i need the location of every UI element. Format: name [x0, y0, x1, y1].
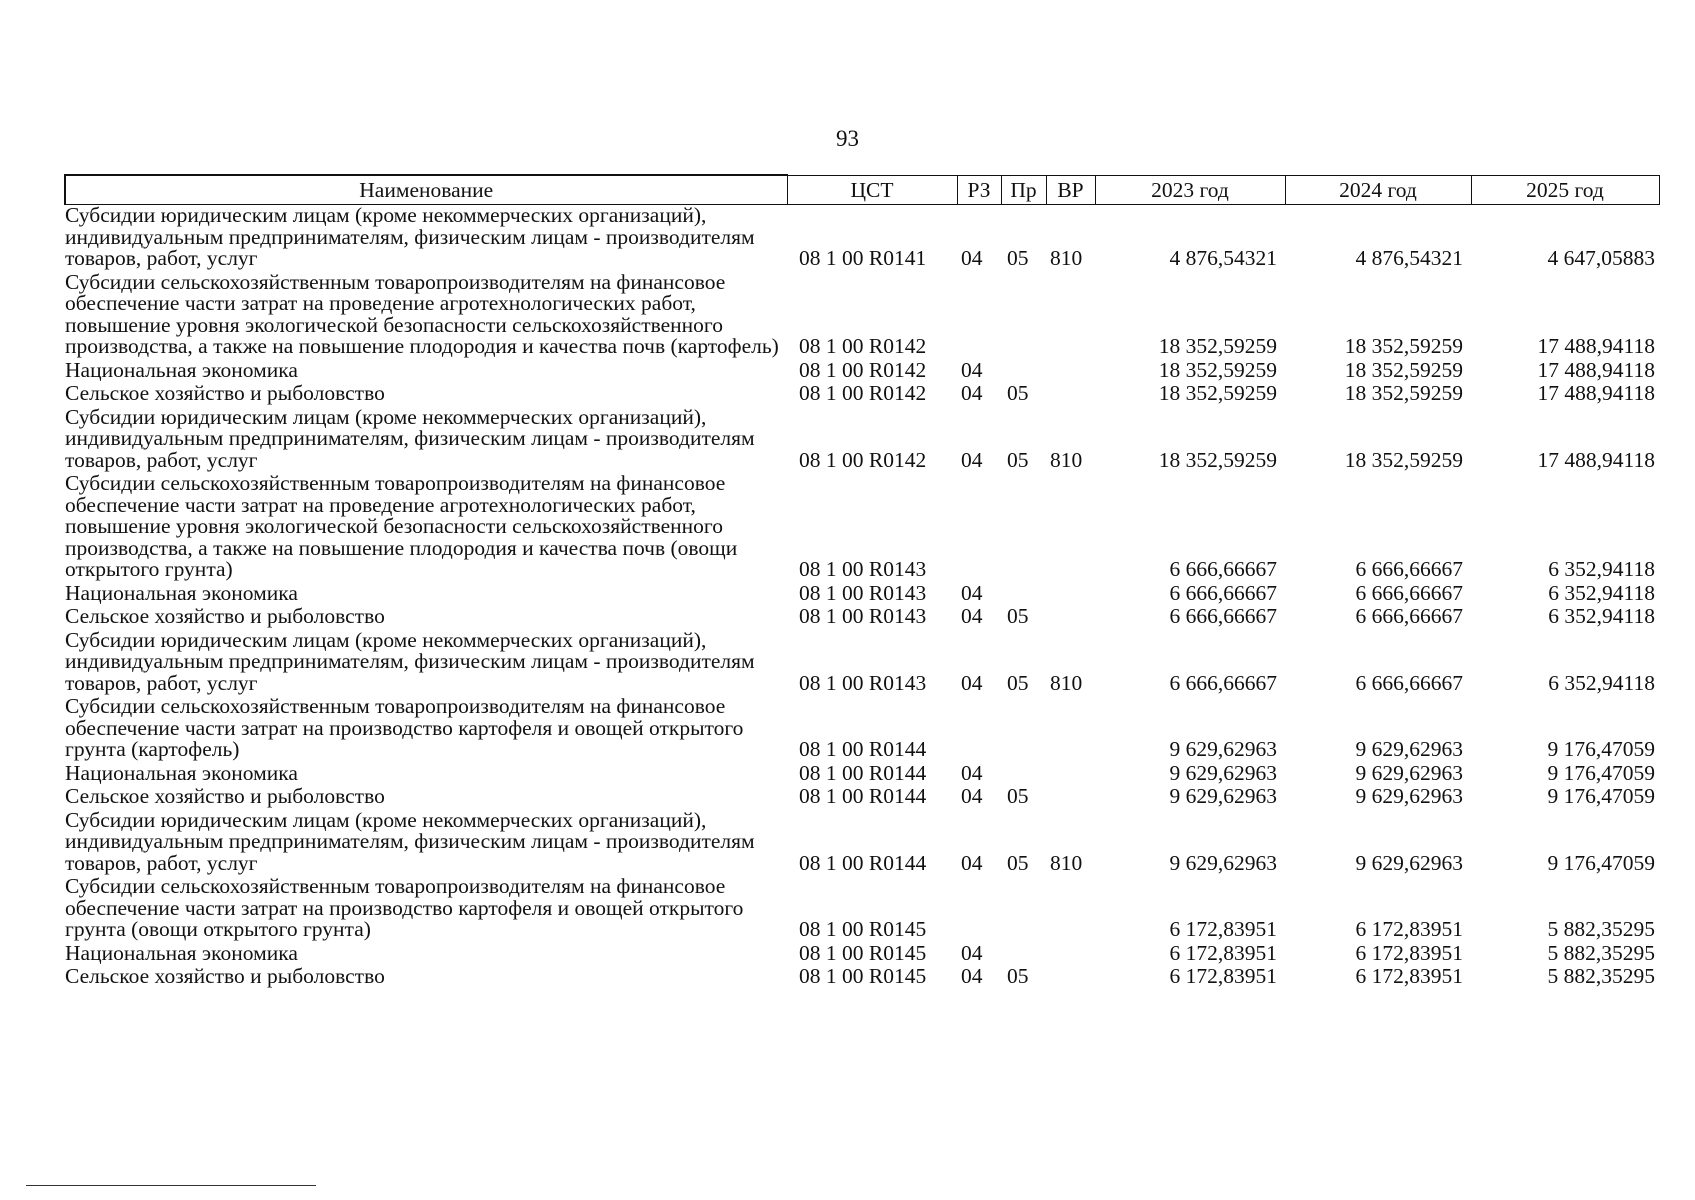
table-body [65, 205, 1659, 990]
row-vr [1046, 876, 1095, 943]
row-name: Национальная экономика [65, 357, 298, 382]
row-name: Субсидии юридическим лицам (кроме некоммерческих организаций), индивидуальным предпринимателям, физическим лицам - производителям товаров, работ, услуг [65, 404, 755, 472]
row-rz: 04 [961, 357, 983, 382]
row-pr: 05 [1007, 850, 1029, 875]
row-amount-2023: 9 629,62963 [1169, 760, 1277, 785]
row-amount-2025: 17 488,94118 [1537, 381, 1655, 405]
row-amount-2023: 9 629,62963 [1169, 737, 1277, 761]
table-row [65, 943, 1659, 967]
row-amount-2025: 9 176,47059 [1547, 850, 1655, 875]
row-amount-2025: 5 882,35295 [1547, 917, 1655, 941]
row-name: Национальная экономика [65, 940, 298, 965]
row-pr: 05 [1007, 604, 1029, 628]
row-vr [1046, 966, 1095, 990]
row-cst: 08 1 00 R0141 [799, 246, 927, 270]
header-rz: РЗ [957, 175, 1001, 205]
row-pr [1001, 763, 1046, 787]
header-cst: ЦСТ [787, 175, 957, 205]
row-pr: 05 [1007, 381, 1029, 405]
row-amount-2024: 18 352,59259 [1344, 334, 1463, 358]
row-amount-2025: 6 352,94118 [1548, 604, 1655, 628]
row-amount-2025: 5 882,35295 [1547, 964, 1655, 988]
row-vr [1046, 360, 1095, 384]
table-row [65, 786, 1659, 810]
row-rz: 04 [961, 670, 983, 695]
row-pr [1001, 583, 1046, 607]
row-amount-2023: 18 352,59259 [1158, 381, 1277, 405]
row-amount-2023: 6 172,83951 [1169, 964, 1277, 988]
row-cst: 08 1 00 R0142 [799, 447, 927, 472]
row-vr [1046, 786, 1095, 810]
table-row [65, 583, 1659, 607]
row-rz [957, 473, 1001, 583]
row-rz: 04 [961, 940, 983, 965]
row-vr [1046, 696, 1095, 763]
row-name: Субсидии юридическим лицам (кроме некоммерческих организаций), индивидуальным предпринимателям, физическим лицам - производителям товаров, работ, услуг [65, 627, 755, 695]
row-amount-2024: 6 172,83951 [1355, 917, 1463, 941]
row-pr [1001, 360, 1046, 384]
row-rz [957, 696, 1001, 763]
row-amount-2023: 6 172,83951 [1169, 940, 1277, 965]
header-2025: 2025 год [1471, 175, 1659, 205]
row-amount-2024: 6 666,66667 [1355, 580, 1463, 605]
row-rz: 04 [961, 381, 983, 405]
row-cst: 08 1 00 R0145 [799, 964, 927, 988]
row-rz: 04 [961, 850, 983, 875]
row-cst: 08 1 00 R0143 [799, 557, 927, 581]
row-amount-2023: 6 666,66667 [1169, 557, 1277, 581]
table-row [65, 407, 1659, 474]
row-amount-2023: 6 666,66667 [1169, 604, 1277, 628]
row-rz [957, 876, 1001, 943]
row-pr: 05 [1007, 246, 1029, 270]
row-cst: 08 1 00 R0144 [799, 850, 927, 875]
row-name: Субсидии юридическим лицам (кроме некоммерческих организаций), индивидуальным предпринимателям, физическим лицам - производителям товаров, работ, услуг [65, 203, 755, 270]
row-amount-2024: 9 629,62963 [1355, 760, 1463, 785]
row-cst: 08 1 00 R0144 [799, 760, 927, 785]
row-amount-2024: 18 352,59259 [1344, 381, 1463, 405]
row-vr [1046, 383, 1095, 407]
row-vr: 810 [1050, 670, 1083, 695]
row-name: Субсидии юридическим лицам (кроме некоммерческих организаций), индивидуальным предпринимателям, физическим лицам - производителям товаров, работ, услуг [65, 807, 755, 875]
header-pr: Пр [1001, 175, 1046, 205]
row-pr [1001, 473, 1046, 583]
row-cst: 08 1 00 R0142 [799, 381, 927, 405]
row-rz: 04 [961, 760, 983, 785]
row-pr: 05 [1007, 670, 1029, 695]
row-cst: 08 1 00 R0144 [799, 737, 927, 761]
row-amount-2025: 9 176,47059 [1547, 737, 1655, 761]
row-vr: 810 [1050, 246, 1083, 270]
footer-rule [26, 1185, 316, 1186]
row-pr: 05 [1007, 964, 1029, 988]
row-amount-2023: 6 666,66667 [1169, 580, 1277, 605]
row-rz: 04 [961, 784, 983, 808]
row-cst: 08 1 00 R0145 [799, 917, 927, 941]
header-2023: 2023 год [1095, 175, 1285, 205]
table-row [65, 205, 1659, 272]
row-pr: 05 [1007, 784, 1029, 808]
table-row [65, 810, 1659, 877]
row-pr: 05 [1007, 447, 1029, 472]
table-row [65, 876, 1659, 943]
row-amount-2025: 6 352,94118 [1548, 580, 1655, 605]
table-row [65, 606, 1659, 630]
row-amount-2024: 9 629,62963 [1355, 784, 1463, 808]
row-rz: 04 [961, 604, 983, 628]
header-name: Наименование [65, 175, 787, 205]
row-pr [1001, 272, 1046, 360]
header-vr: ВР [1046, 175, 1095, 205]
row-rz: 04 [961, 246, 983, 270]
row-rz: 04 [961, 964, 983, 988]
row-vr [1046, 943, 1095, 967]
row-name: Сельское хозяйство и рыболовство [65, 964, 385, 988]
row-amount-2024: 9 629,62963 [1355, 850, 1463, 875]
row-name: Национальная экономика [65, 760, 298, 785]
row-vr: 810 [1050, 850, 1083, 875]
row-amount-2023: 6 172,83951 [1169, 917, 1277, 941]
row-amount-2023: 9 629,62963 [1169, 784, 1277, 808]
row-name: Сельское хозяйство и рыболовство [65, 784, 385, 808]
row-name: Сельское хозяйство и рыболовство [65, 604, 385, 628]
row-amount-2023: 18 352,59259 [1158, 357, 1277, 382]
row-amount-2025: 6 352,94118 [1548, 557, 1655, 581]
row-amount-2023: 4 876,54321 [1169, 246, 1277, 270]
row-name: Сельское хозяйство и рыболовство [65, 381, 385, 405]
row-amount-2023: 18 352,59259 [1158, 334, 1277, 358]
row-amount-2024: 6 666,66667 [1355, 604, 1463, 628]
row-rz: 04 [961, 447, 983, 472]
row-cst: 08 1 00 R0144 [799, 784, 927, 808]
table-row [65, 360, 1659, 384]
row-amount-2025: 5 882,35295 [1547, 940, 1655, 965]
budget-table [64, 174, 1660, 990]
row-pr [1001, 696, 1046, 763]
row-name: Субсидии сельскохозяйственным товаропроизводителям на финансовое обеспечение части затрат на проведение агротехнологических работ, повышение уровня экологической безопасности сельскохозяйственного производства, а также на повышение плодородия и качества почв (овощи открытого грунта) [65, 471, 738, 581]
table-row [65, 966, 1659, 990]
row-amount-2025: 17 488,94118 [1537, 357, 1655, 382]
row-amount-2025: 17 488,94118 [1537, 334, 1655, 358]
row-amount-2023: 18 352,59259 [1158, 447, 1277, 472]
row-name: Субсидии сельскохозяйственным товаропроизводителям на финансовое обеспечение части затрат на проведение агротехнологических работ, повышение уровня экологической безопасности сельскохозяйственного производства, а также на повышение плодородия и качества почв (картофель) [65, 269, 779, 358]
row-amount-2024: 18 352,59259 [1344, 447, 1463, 472]
row-vr: 810 [1050, 447, 1083, 472]
row-amount-2025: 17 488,94118 [1537, 447, 1655, 472]
row-amount-2024: 6 172,83951 [1355, 940, 1463, 965]
row-name: Субсидии сельскохозяйственным товаропроизводителям на финансовое обеспечение части затрат на производство картофеля и овощей открытого грунта (овощи открытого грунта) [65, 874, 744, 941]
page-number: 93 [836, 126, 859, 151]
row-amount-2024: 6 666,66667 [1355, 670, 1463, 695]
table-row [65, 630, 1659, 697]
row-vr [1046, 763, 1095, 787]
row-amount-2023: 9 629,62963 [1169, 850, 1277, 875]
row-amount-2024: 18 352,59259 [1344, 357, 1463, 382]
row-cst: 08 1 00 R0143 [799, 580, 927, 605]
row-cst: 08 1 00 R0143 [799, 604, 927, 628]
row-cst: 08 1 00 R0142 [799, 357, 927, 382]
row-pr [1001, 943, 1046, 967]
table-header [65, 175, 1659, 205]
row-cst: 08 1 00 R0142 [799, 334, 927, 358]
row-rz [957, 272, 1001, 360]
row-rz: 04 [961, 580, 983, 605]
table-row [65, 696, 1659, 763]
row-cst: 08 1 00 R0145 [799, 940, 927, 965]
table-row [65, 383, 1659, 407]
row-amount-2024: 4 876,54321 [1355, 246, 1463, 270]
row-amount-2024: 6 666,66667 [1355, 557, 1463, 581]
table-row [65, 272, 1659, 360]
row-amount-2024: 6 172,83951 [1355, 964, 1463, 988]
row-pr [1001, 876, 1046, 943]
row-amount-2025: 6 352,94118 [1548, 670, 1655, 695]
table-row [65, 473, 1659, 583]
row-vr [1046, 473, 1095, 583]
row-amount-2024: 9 629,62963 [1355, 737, 1463, 761]
row-vr [1046, 606, 1095, 630]
header-2024: 2024 год [1285, 175, 1471, 205]
row-amount-2023: 6 666,66667 [1169, 670, 1277, 695]
row-amount-2025: 9 176,47059 [1547, 784, 1655, 808]
table-row [65, 763, 1659, 787]
row-amount-2025: 4 647,05883 [1547, 246, 1655, 270]
row-vr [1046, 583, 1095, 607]
row-name: Национальная экономика [65, 580, 298, 605]
row-cst: 08 1 00 R0143 [799, 670, 927, 695]
row-name: Субсидии сельскохозяйственным товаропроизводителям на финансовое обеспечение части затрат на производство картофеля и овощей открытого грунта (картофель) [65, 694, 744, 761]
row-amount-2025: 9 176,47059 [1547, 760, 1655, 785]
row-vr [1046, 272, 1095, 360]
